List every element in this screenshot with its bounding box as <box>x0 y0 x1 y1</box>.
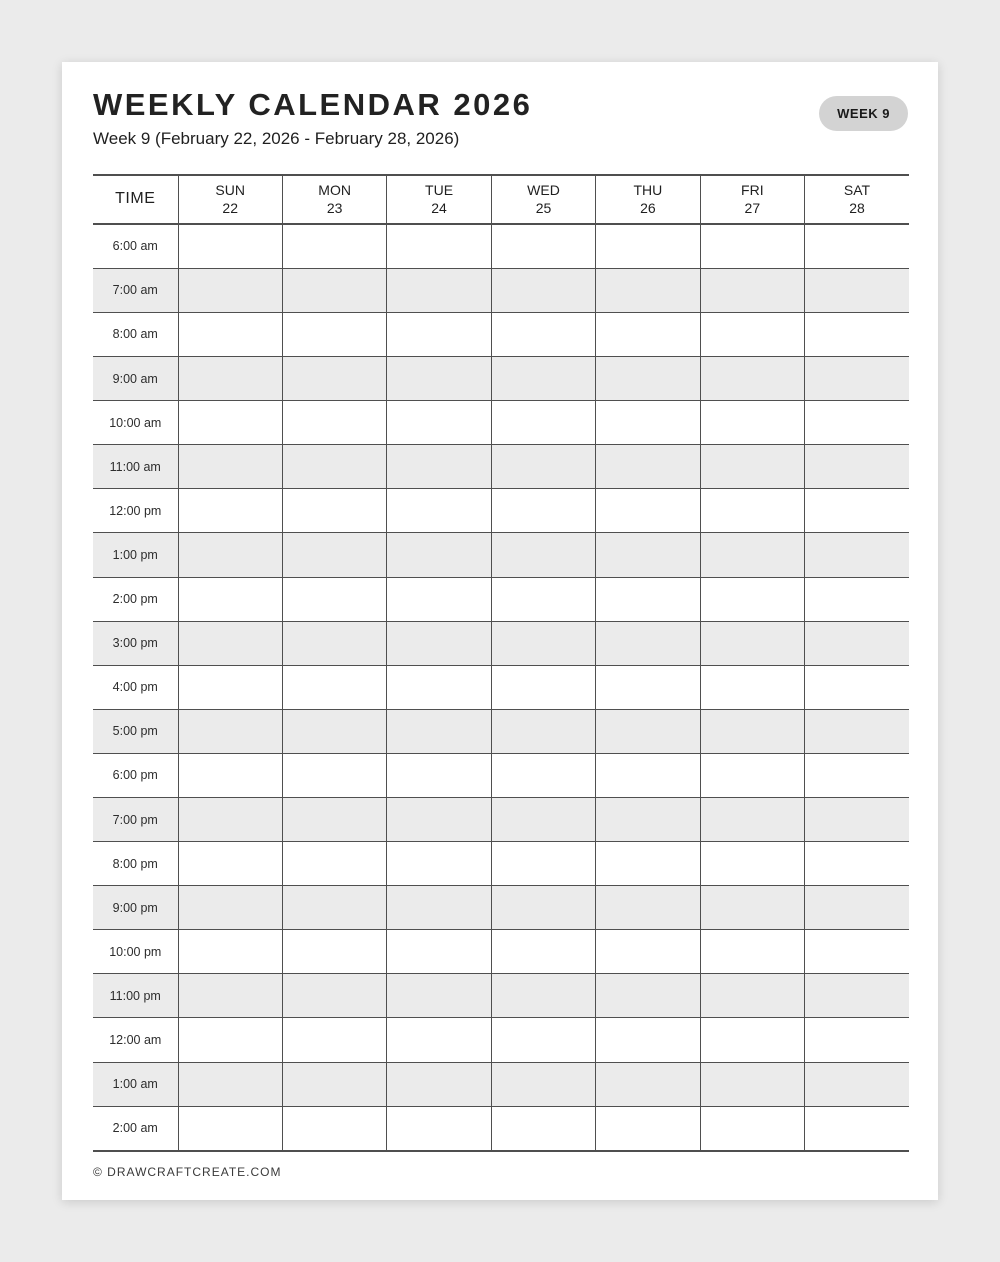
calendar-slot-sun-12 <box>178 753 282 797</box>
calendar-slot-fri-7 <box>700 533 804 577</box>
calendar-slot-sat-9 <box>805 621 909 665</box>
calendar-slot-mon-4 <box>282 401 386 445</box>
day-date: 22 <box>222 200 238 217</box>
calendar-slot-fri-15 <box>700 886 804 930</box>
calendar-slot-tue-11 <box>387 709 491 753</box>
calendar-slot-sat-0 <box>805 224 909 269</box>
calendar-slot-thu-19 <box>596 1062 700 1106</box>
day-name: THU <box>633 182 663 199</box>
calendar-slot-sun-13 <box>178 797 282 841</box>
day-date: 26 <box>640 200 656 217</box>
calendar-slot-fri-0 <box>700 224 804 269</box>
calendar-slot-mon-2 <box>282 312 386 356</box>
calendar-slot-sun-17 <box>178 974 282 1018</box>
weekly-calendar-table <box>93 174 909 1152</box>
calendar-header <box>93 86 910 149</box>
calendar-slot-sat-14 <box>805 842 909 886</box>
calendar-slot-sat-2 <box>805 312 909 356</box>
calendar-slot-thu-5 <box>596 445 700 489</box>
calendar-slot-sat-7 <box>805 533 909 577</box>
calendar-slot-sat-20 <box>805 1106 909 1151</box>
time-label: 6:00 pm <box>112 768 158 783</box>
calendar-slot-sun-0 <box>178 224 282 269</box>
calendar-slot-wed-10 <box>491 665 595 709</box>
calendar-slot-tue-4 <box>387 401 491 445</box>
calendar-slot-tue-3 <box>387 357 491 401</box>
calendar-slot-fri-4 <box>700 401 804 445</box>
calendar-slot-mon-1 <box>282 268 386 312</box>
calendar-slot-tue-9 <box>387 621 491 665</box>
calendar-slot-wed-19 <box>491 1062 595 1106</box>
page-subtitle: Week 9 (February 22, 2026 - February 28, 2026) <box>93 128 460 148</box>
calendar-slot-tue-19 <box>387 1062 491 1106</box>
calendar-slot-wed-6 <box>491 489 595 533</box>
time-row <box>93 1106 909 1151</box>
calendar-slot-fri-1 <box>700 268 804 312</box>
calendar-slot-sat-13 <box>805 797 909 841</box>
calendar-slot-sun-3 <box>178 357 282 401</box>
calendar-slot-sun-4 <box>178 401 282 445</box>
calendar-slot-sun-10 <box>178 665 282 709</box>
calendar-slot-thu-9 <box>596 621 700 665</box>
calendar-slot-fri-11 <box>700 709 804 753</box>
calendar-slot-mon-20 <box>282 1106 386 1151</box>
time-row <box>93 1062 909 1106</box>
calendar-slot-sun-14 <box>178 842 282 886</box>
calendar-slot-mon-13 <box>282 797 386 841</box>
calendar-slot-thu-20 <box>596 1106 700 1151</box>
calendar-slot-thu-2 <box>596 312 700 356</box>
time-label: 10:00 pm <box>109 944 162 959</box>
time-label: 8:00 pm <box>112 856 158 871</box>
calendar-slot-wed-0 <box>491 224 595 269</box>
page-title: WEEKLY CALENDAR 2026 <box>93 87 533 122</box>
time-label: 6:00 am <box>112 239 158 254</box>
day-date: 23 <box>326 200 343 217</box>
calendar-slot-mon-12 <box>282 753 386 797</box>
calendar-slot-wed-3 <box>491 357 595 401</box>
calendar-slot-sat-4 <box>805 401 909 445</box>
footer-credit: © DRAWCRAFTCREATE.COM <box>93 1164 282 1179</box>
time-row <box>93 577 909 621</box>
calendar-slot-sun-6 <box>178 489 282 533</box>
time-row <box>93 489 909 533</box>
time-row <box>93 797 909 841</box>
calendar-slot-sun-7 <box>178 533 282 577</box>
calendar-slot-thu-3 <box>596 357 700 401</box>
calendar-slot-wed-9 <box>491 621 595 665</box>
calendar-slot-tue-18 <box>387 1018 491 1062</box>
time-label: 1:00 am <box>112 1077 158 1092</box>
calendar-slot-tue-6 <box>387 489 491 533</box>
calendar-slot-wed-2 <box>491 312 595 356</box>
calendar-slot-mon-5 <box>282 445 386 489</box>
calendar-slot-thu-10 <box>596 665 700 709</box>
calendar-card <box>62 62 938 1200</box>
calendar-slot-wed-5 <box>491 445 595 489</box>
time-label: 12:00 am <box>109 1032 162 1047</box>
calendar-slot-thu-0 <box>596 224 700 269</box>
time-label: 7:00 am <box>112 283 158 298</box>
calendar-slot-fri-2 <box>700 312 804 356</box>
time-row <box>93 445 909 489</box>
calendar-slot-sat-15 <box>805 886 909 930</box>
time-row <box>93 665 909 709</box>
calendar-slot-tue-5 <box>387 445 491 489</box>
calendar-slot-mon-8 <box>282 577 386 621</box>
calendar-slot-sat-18 <box>805 1018 909 1062</box>
calendar-slot-fri-20 <box>700 1106 804 1151</box>
calendar-slot-sun-9 <box>178 621 282 665</box>
calendar-slot-thu-16 <box>596 930 700 974</box>
time-label: 11:00 am <box>109 459 161 474</box>
calendar-slot-thu-1 <box>596 268 700 312</box>
calendar-slot-fri-6 <box>700 489 804 533</box>
day-header-mon <box>282 175 386 224</box>
calendar-slot-sun-5 <box>178 445 282 489</box>
calendar-slot-mon-9 <box>282 621 386 665</box>
time-column-header: TIME <box>115 190 156 208</box>
calendar-slot-mon-0 <box>282 224 386 269</box>
calendar-slot-thu-11 <box>596 709 700 753</box>
time-row <box>93 621 909 665</box>
day-header-tue <box>387 175 491 224</box>
calendar-slot-fri-18 <box>700 1018 804 1062</box>
time-label: 9:00 am <box>112 371 158 386</box>
calendar-slot-tue-16 <box>387 930 491 974</box>
table-header-row <box>93 175 909 224</box>
calendar-slot-wed-15 <box>491 886 595 930</box>
calendar-slot-fri-3 <box>700 357 804 401</box>
calendar-slot-fri-13 <box>700 797 804 841</box>
calendar-slot-wed-8 <box>491 577 595 621</box>
calendar-slot-thu-17 <box>596 974 700 1018</box>
day-name: SAT <box>843 182 871 199</box>
day-name: SUN <box>215 182 245 199</box>
calendar-slot-sat-19 <box>805 1062 909 1106</box>
calendar-slot-sun-11 <box>178 709 282 753</box>
calendar-slot-thu-6 <box>596 489 700 533</box>
time-row <box>93 842 909 886</box>
calendar-slot-wed-13 <box>491 797 595 841</box>
calendar-slot-mon-10 <box>282 665 386 709</box>
calendar-slot-fri-12 <box>700 753 804 797</box>
calendar-slot-tue-0 <box>387 224 491 269</box>
week-badge: WEEK 9 <box>819 96 908 131</box>
calendar-slot-mon-6 <box>282 489 386 533</box>
calendar-slot-wed-14 <box>491 842 595 886</box>
calendar-slot-tue-20 <box>387 1106 491 1151</box>
time-label: 1:00 pm <box>112 547 158 562</box>
time-label: 12:00 pm <box>109 503 162 518</box>
time-row <box>93 533 909 577</box>
time-label: 4:00 pm <box>112 680 158 695</box>
time-row <box>93 974 909 1018</box>
calendar-slot-fri-17 <box>700 974 804 1018</box>
calendar-slot-sun-19 <box>178 1062 282 1106</box>
day-name: FRI <box>741 182 764 199</box>
calendar-slot-sat-12 <box>805 753 909 797</box>
calendar-slot-thu-8 <box>596 577 700 621</box>
time-label: 11:00 pm <box>109 988 161 1003</box>
calendar-slot-sun-2 <box>178 312 282 356</box>
calendar-slot-tue-17 <box>387 974 491 1018</box>
calendar-slot-wed-18 <box>491 1018 595 1062</box>
calendar-slot-sun-15 <box>178 886 282 930</box>
calendar-slot-mon-11 <box>282 709 386 753</box>
calendar-slot-sat-17 <box>805 974 909 1018</box>
calendar-slot-wed-4 <box>491 401 595 445</box>
day-name: TUE <box>425 182 454 199</box>
time-label: 2:00 pm <box>112 592 158 607</box>
calendar-slot-mon-14 <box>282 842 386 886</box>
calendar-slot-wed-7 <box>491 533 595 577</box>
calendar-slot-mon-18 <box>282 1018 386 1062</box>
calendar-slot-sat-6 <box>805 489 909 533</box>
day-header-sat <box>805 175 909 224</box>
time-row <box>93 930 909 974</box>
calendar-slot-mon-7 <box>282 533 386 577</box>
calendar-slot-mon-19 <box>282 1062 386 1106</box>
calendar-slot-sat-16 <box>805 930 909 974</box>
calendar-slot-fri-8 <box>700 577 804 621</box>
calendar-slot-sun-16 <box>178 930 282 974</box>
day-header-fri <box>700 175 804 224</box>
calendar-slot-sat-3 <box>805 357 909 401</box>
time-label: 9:00 pm <box>112 900 158 915</box>
calendar-slot-tue-1 <box>387 268 491 312</box>
calendar-slot-sat-10 <box>805 665 909 709</box>
day-name: MON <box>318 182 351 199</box>
calendar-slot-sun-20 <box>178 1106 282 1151</box>
day-header-sun <box>178 175 282 224</box>
calendar-slot-tue-14 <box>387 842 491 886</box>
calendar-slot-thu-7 <box>596 533 700 577</box>
time-label: 7:00 pm <box>112 812 158 827</box>
calendar-slot-tue-10 <box>387 665 491 709</box>
time-row <box>93 1018 909 1062</box>
calendar-slot-wed-16 <box>491 930 595 974</box>
calendar-slot-mon-17 <box>282 974 386 1018</box>
time-label: 5:00 pm <box>112 724 158 739</box>
calendar-slot-sat-5 <box>805 445 909 489</box>
calendar-slot-thu-4 <box>596 401 700 445</box>
calendar-slot-thu-18 <box>596 1018 700 1062</box>
calendar-slot-fri-10 <box>700 665 804 709</box>
time-label: 2:00 am <box>112 1121 158 1136</box>
calendar-slot-mon-15 <box>282 886 386 930</box>
time-row <box>93 268 909 312</box>
time-row <box>93 312 909 356</box>
calendar-slot-wed-12 <box>491 753 595 797</box>
calendar-slot-sun-8 <box>178 577 282 621</box>
time-label: 10:00 am <box>109 415 162 430</box>
calendar-slot-sun-1 <box>178 268 282 312</box>
calendar-slot-sat-8 <box>805 577 909 621</box>
calendar-slot-thu-15 <box>596 886 700 930</box>
calendar-slot-sat-11 <box>805 709 909 753</box>
day-date: 25 <box>535 200 552 217</box>
calendar-slot-wed-17 <box>491 974 595 1018</box>
calendar-slot-thu-13 <box>596 797 700 841</box>
calendar-slot-mon-16 <box>282 930 386 974</box>
calendar-slot-tue-2 <box>387 312 491 356</box>
calendar-slot-wed-20 <box>491 1106 595 1151</box>
day-date: 24 <box>431 200 447 217</box>
calendar-slot-fri-9 <box>700 621 804 665</box>
calendar-slot-sat-1 <box>805 268 909 312</box>
calendar-slot-tue-8 <box>387 577 491 621</box>
time-row <box>93 401 909 445</box>
day-date: 27 <box>744 200 761 217</box>
time-row <box>93 224 909 269</box>
calendar-slot-tue-13 <box>387 797 491 841</box>
calendar-slot-fri-19 <box>700 1062 804 1106</box>
calendar-slot-tue-15 <box>387 886 491 930</box>
calendar-slot-fri-14 <box>700 842 804 886</box>
time-row <box>93 886 909 930</box>
time-row <box>93 357 909 401</box>
calendar-slot-fri-5 <box>700 445 804 489</box>
calendar-slot-wed-1 <box>491 268 595 312</box>
day-name: WED <box>527 182 560 199</box>
day-date: 28 <box>849 200 865 217</box>
calendar-slot-tue-7 <box>387 533 491 577</box>
day-header-wed <box>491 175 595 224</box>
calendar-slot-thu-12 <box>596 753 700 797</box>
calendar-slot-thu-14 <box>596 842 700 886</box>
day-header-thu <box>596 175 700 224</box>
calendar-slot-tue-12 <box>387 753 491 797</box>
time-row <box>93 709 909 753</box>
time-label: 8:00 am <box>112 327 158 342</box>
calendar-slot-wed-11 <box>491 709 595 753</box>
calendar-slot-sun-18 <box>178 1018 282 1062</box>
time-label: 3:00 pm <box>112 636 158 651</box>
time-row <box>93 753 909 797</box>
calendar-slot-fri-16 <box>700 930 804 974</box>
calendar-slot-mon-3 <box>282 357 386 401</box>
